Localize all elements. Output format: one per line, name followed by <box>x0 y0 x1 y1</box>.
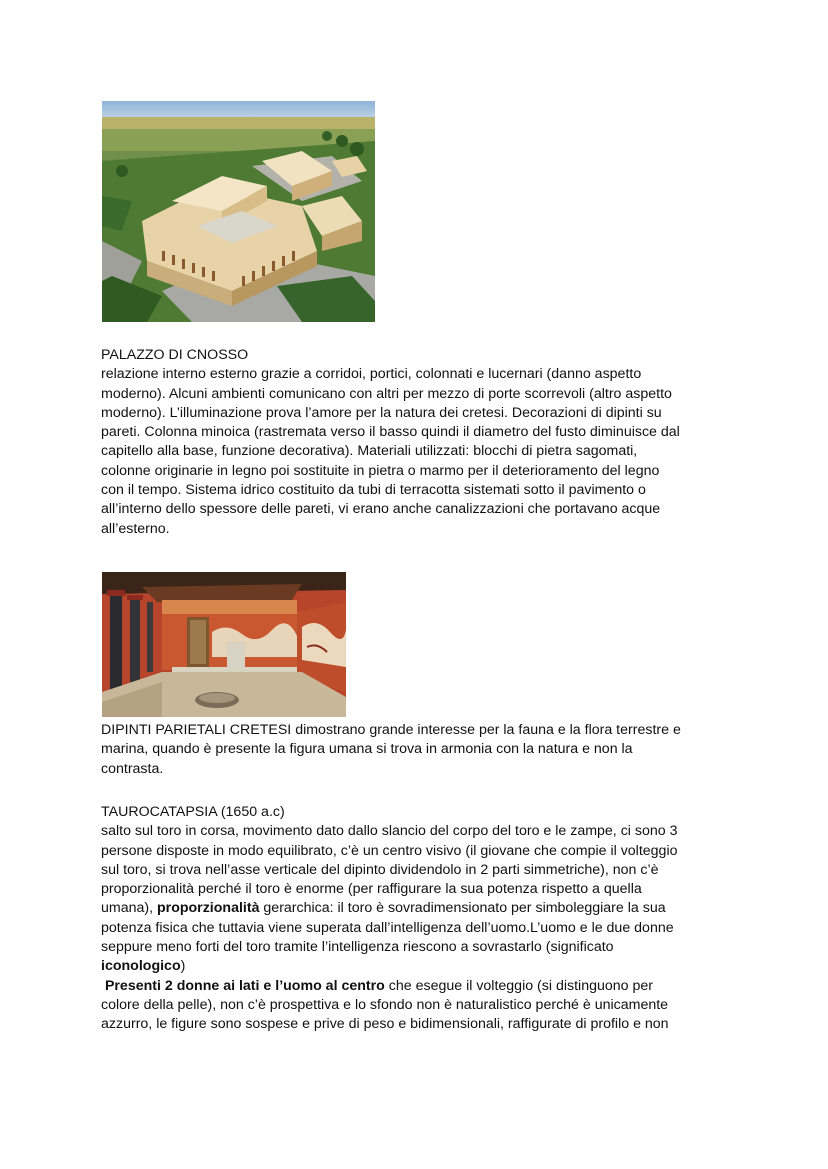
text-line: contrasta. <box>101 760 164 777</box>
text-line <box>101 899 731 918</box>
palace-aerial-illustration <box>102 101 375 322</box>
section-title-taurocatapsia: TAUROCATAPSIA (1650 a.c) <box>101 804 285 820</box>
text-line: moderno). L’illuminazione prova l’amore per la natura dei cretesi. Decorazioni di dipinti su <box>101 404 662 421</box>
bold-term: iconologico <box>101 958 181 975</box>
text-line: potenza fisica che tuttavia viene superata dall’intelligenza dell’uomo.L’uomo e le due donne <box>101 919 674 936</box>
text-line: salto sul toro in corsa, movimento dato dallo slancio del corpo del toro e le zampe, ci sono 3 <box>101 823 678 840</box>
text-line: colore della pelle), non c’è prospettiva e lo sfondo non è naturalistico perché è unicamente <box>101 996 669 1013</box>
text-line <box>101 957 731 976</box>
text-span: che esegue il volteggio (si distinguono per <box>384 977 653 994</box>
bold-term: proporzionalità <box>157 900 260 917</box>
text-span: umana), <box>101 900 157 917</box>
text-line <box>101 977 731 996</box>
text-line: colonne originarie in legno poi sostituite in pietra o marmo per il deterioramento del legno <box>101 462 660 479</box>
text-line: pareti. Colonna minoica (rastremata verso il basso quindi il diametro del fusto diminuisce dal <box>101 424 680 441</box>
text-line: marina, quando è presente la figura umana si trova in armonia con la natura e non la <box>101 741 633 758</box>
text-line: all’interno dello spessore delle pareti, vi erano anche canalizzazioni che portavano acque <box>101 501 661 518</box>
throne-room-photo <box>102 572 346 717</box>
text-line: moderno). Alcuni ambienti comunicano con altri per mezzo di porte scorrevoli (altro aspetto <box>101 385 672 402</box>
bold-phrase: Presenti 2 donne ai lati e l’uomo al centro <box>101 977 385 994</box>
palace-section <box>101 346 731 539</box>
text-line: proporzionalità perché il toro è enorme (per raffigurare la sua potenza rispetto a quella <box>101 881 642 898</box>
text-line: sul toro, si trova nell’asse verticale del dipinto dividendolo in 2 parti simmetriche), non c’è <box>101 861 659 878</box>
text-line: seppure meno forti del toro tramite l’intelligenza riescono a sovrastarlo (significato <box>101 939 614 956</box>
text-line: capitello alla base, funzione decorativa). Materiali utilizzati: blocchi di pietra sagomati, <box>101 443 638 460</box>
text-line: persone disposte in modo equilibrato, c’è un centro visivo (il giovane che compie il volteggio <box>101 842 678 859</box>
taurocatapsia-section <box>101 803 731 1035</box>
wall-paintings-section <box>101 721 731 779</box>
text-line: relazione interno esterno grazie a corridoi, portici, colonnati e lucernari (danno aspetto <box>101 366 642 383</box>
text-span: ) <box>180 958 186 975</box>
section-title-palace: PALAZZO DI CNOSSO <box>101 347 249 363</box>
text-line: all’esterno. <box>101 520 170 537</box>
text-line: DIPINTI PARIETALI CRETESI dimostrano grande interesse per la fauna e la flora terrestre e <box>101 722 681 738</box>
text-line: azzurro, le figure sono sospese e prive di peso e bidimensionali, raffigurate di profilo e non <box>101 1016 669 1033</box>
text-span: gerarchica: il toro è sovradimensionato per simboleggiare la sua <box>259 900 666 917</box>
text-line: con il tempo. Sistema idrico costituito da tubi di terracotta sistemati sotto il pavimento o <box>101 482 646 499</box>
